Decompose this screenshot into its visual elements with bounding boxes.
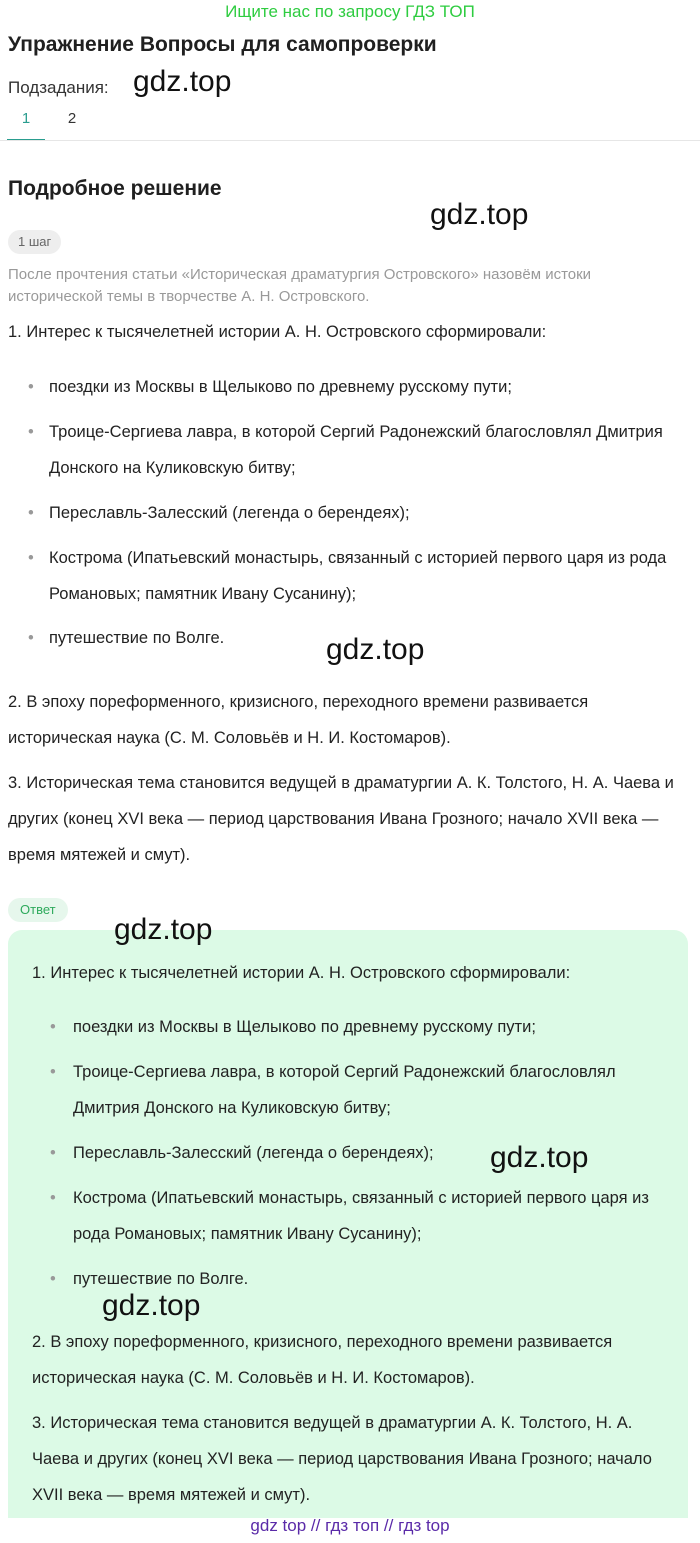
page-title: Упражнение Вопросы для самопроверки — [8, 33, 437, 56]
list-item-text: поездки из Москвы в Щелыково по древнему русскому пути; — [73, 1018, 536, 1036]
subtasks-label: Подзадания: — [8, 78, 109, 97]
bullet-dot: • — [50, 1063, 56, 1081]
tab-subtask-1[interactable]: 1 — [21, 110, 31, 127]
solution-paragraph-3: 3. Историческая тема становится ведущей в драматургии А. К. Толстого, Н. А. Чаева и других (конец XVI века — период царствования Ивана Грозного; начало XVII века — время мятежей и смут). — [8, 774, 674, 864]
tabs-divider — [0, 140, 700, 141]
list-item — [28, 495, 688, 531]
solution-paragraph-2: 2. В эпоху пореформенного, кризисного, переходного времени развивается историческая наука (С. М. Соловьёв и Н. И. Костомаров). — [8, 693, 589, 747]
list-item-text: Переславль-Залесский (легенда о берендеях); — [49, 504, 410, 522]
list-item-text: Троице-Сергиева лавра, в которой Сергий Радонежский благословлял Дмитрия Донского на Куликовскую битву; — [73, 1063, 616, 1117]
solution-paragraph-1: 1. Интерес к тысячелетней истории А. Н. Островского сформировали: — [8, 323, 547, 341]
bullet-dot: • — [28, 629, 34, 647]
step-badge: 1 шаг — [8, 230, 61, 254]
watermark: gdz.top — [102, 1289, 201, 1322]
list-item-text: Кострома (Ипатьевский монастырь, связанный с историей первого царя из рода Романовых; памятник Ивану Сусанину); — [73, 1189, 649, 1243]
bullet-dot: • — [50, 1189, 56, 1207]
watermark: gdz.top — [133, 65, 232, 98]
list-item — [28, 369, 688, 405]
list-item-text: поездки из Москвы в Щелыково по древнему русскому пути; — [49, 378, 512, 396]
list-item — [28, 540, 688, 612]
bullet-dot: • — [50, 1018, 56, 1036]
list-item-text: путешествие по Волге. — [73, 1270, 249, 1288]
answer-paragraph-2: 2. В эпоху пореформенного, кризисного, переходного времени развивается историческая наука (С. М. Соловьёв и Н. И. Костомаров). — [32, 1333, 613, 1387]
list-item-text: Переславль-Залесский (легенда о берендеях); — [73, 1144, 434, 1162]
list-item — [50, 1054, 675, 1126]
solution-intro: После прочтения статьи «Историческая драматургия Островского» назовём истоки исторической темы в творчестве А. Н. Островского. — [8, 266, 592, 305]
list-item-text: путешествие по Волге. — [49, 629, 225, 647]
watermark: gdz.top — [114, 913, 213, 946]
search-banner: Ищите нас по запросу ГДЗ ТОП — [225, 2, 475, 21]
bullet-dot: • — [28, 504, 34, 522]
watermark: gdz.top — [326, 633, 425, 666]
list-item — [50, 1009, 675, 1045]
watermark: gdz.top — [490, 1141, 589, 1174]
watermark: gdz.top — [430, 198, 529, 231]
list-item-text: Кострома (Ипатьевский монастырь, связанный с историей первого царя из рода Романовых; памятник Ивану Сусанину); — [49, 549, 667, 603]
answer-paragraph-3: 3. Историческая тема становится ведущей в драматургии А. К. Толстого, Н. А. Чаева и других (конец XVI века — период царствования Ивана Грозного; начало XVII века — время мятежей и смут). — [32, 1414, 652, 1504]
list-item — [50, 1180, 675, 1252]
list-item — [28, 414, 688, 486]
list-item-text: Троице-Сергиева лавра, в которой Сергий Радонежский благословлял Дмитрия Донского на Куликовскую битву; — [49, 423, 663, 477]
bullet-dot: • — [28, 378, 34, 396]
bullet-dot: • — [50, 1270, 56, 1288]
bullet-dot: • — [50, 1144, 56, 1162]
bullet-dot: • — [28, 549, 34, 567]
tab-subtask-2[interactable]: 2 — [67, 110, 77, 127]
footer-watermark: gdz top // гдз топ // гдз top — [250, 1516, 450, 1535]
answer-paragraph-1: 1. Интерес к тысячелетней истории А. Н. Островского сформировали: — [32, 964, 571, 982]
answer-badge: Ответ — [8, 898, 68, 922]
bullet-dot: • — [28, 423, 34, 441]
solution-title: Подробное решение — [8, 177, 222, 200]
